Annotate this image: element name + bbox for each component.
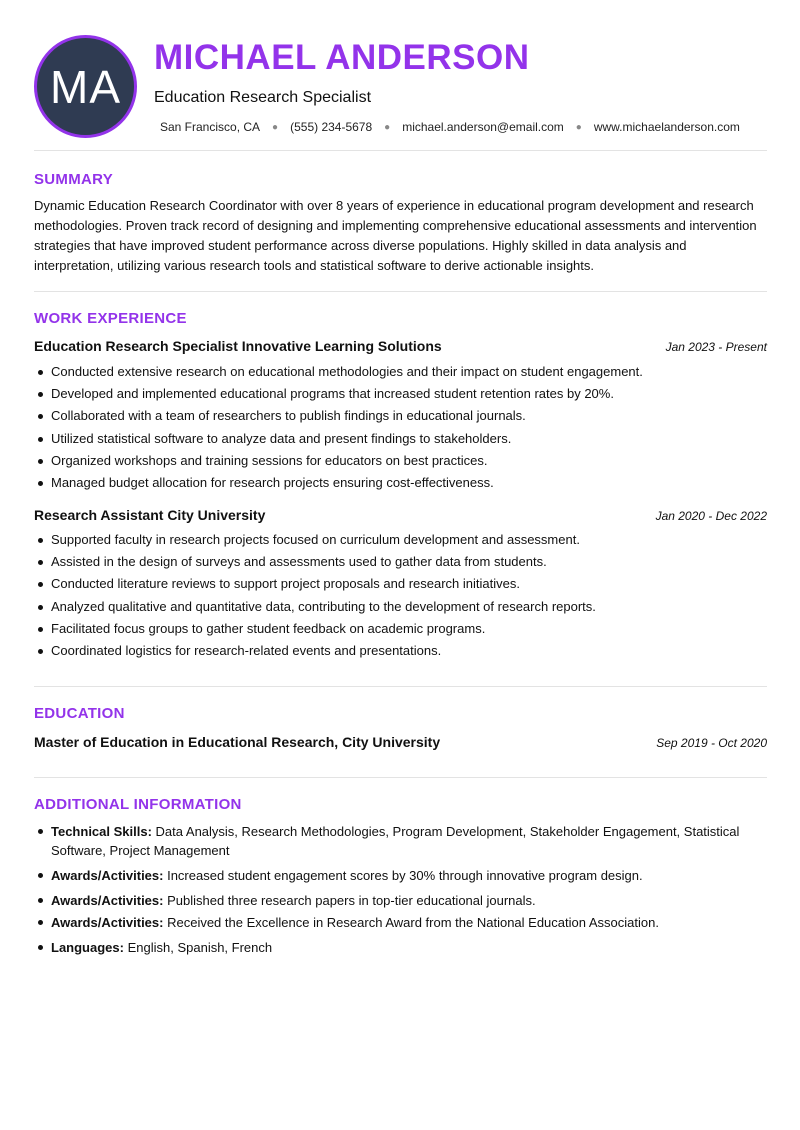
- education-heading: EDUCATION: [34, 705, 125, 722]
- job-dates: Jan 2023 - Present: [665, 340, 767, 354]
- list-item: Assisted in the design of surveys and assessments used to gather data from students.: [34, 551, 767, 573]
- divider: [34, 150, 767, 151]
- contact-email[interactable]: michael.anderson@email.com: [402, 120, 564, 134]
- list-item: Supported faculty in research projects focused on curriculum development and assessment.: [34, 529, 767, 551]
- list-item: Coordinated logistics for research-related events and presentations.: [34, 640, 767, 662]
- job-title: Research Assistant City University: [34, 507, 266, 523]
- item-text: English, Spanish, French: [127, 940, 273, 955]
- item-text: Published three research papers in top-tier educational journals.: [167, 893, 536, 908]
- item-label: Awards/Activities:: [51, 915, 164, 930]
- item-label: Awards/Activities:: [51, 868, 164, 883]
- education-entry: [34, 734, 767, 750]
- job-dates: Jan 2020 - Dec 2022: [655, 509, 767, 523]
- separator-dot: ●: [384, 121, 391, 133]
- job-bullets: [34, 361, 767, 494]
- list-item: Analyzed qualitative and quantitative data, contributing to the development of research reports.: [34, 596, 767, 618]
- divider: [34, 291, 767, 292]
- list-item: [34, 913, 767, 932]
- candidate-name: MICHAEL ANDERSON: [154, 38, 530, 77]
- list-item: Utilized statistical software to analyze data and present findings to stakeholders.: [34, 428, 767, 450]
- job-bullets: [34, 529, 767, 662]
- experience-heading: WORK EXPERIENCE: [34, 310, 187, 327]
- contact-bar: [160, 120, 740, 134]
- item-text: Data Analysis, Research Methodologies, Program Development, Stakeholder Engagement, Statistical Software, Project Management: [51, 824, 740, 858]
- contact-website[interactable]: www.michaelanderson.com: [593, 120, 740, 134]
- list-item: Managed budget allocation for research projects ensuring cost-effectiveness.: [34, 472, 767, 494]
- avatar-initials: MA: [50, 60, 121, 113]
- job-title: Education Research Specialist Innovative Learning Solutions: [34, 338, 442, 354]
- summary-text: Dynamic Education Research Coordinator with over 8 years of experience in educational program development and research methodologies. Proven track record of designing and implementing comprehensive educational assessments and intervention strategies that have improved student performance across diverse populations. Highly skilled in data analysis and interpretation, utilizing various research tools and statistical software to derive actionable insights.: [34, 198, 757, 273]
- list-item: Conducted literature reviews to support project proposals and research initiatives.: [34, 573, 767, 595]
- additional-heading: ADDITIONAL INFORMATION: [34, 796, 242, 813]
- summary-heading: SUMMARY: [34, 171, 114, 188]
- job-header: [34, 507, 767, 523]
- list-item: Organized workshops and training sessions for educators on best practices.: [34, 450, 767, 472]
- item-text: Received the Excellence in Research Award from the National Education Association.: [167, 915, 659, 930]
- divider: [34, 686, 767, 687]
- avatar: [34, 35, 137, 138]
- item-text: Increased student engagement scores by 30% through innovative program design.: [167, 868, 643, 883]
- list-item: [34, 866, 767, 885]
- candidate-title: Education Research Specialist: [154, 89, 372, 106]
- item-label: Languages:: [51, 940, 124, 955]
- contact-phone: (555) 234-5678: [290, 120, 373, 134]
- additional-list: [34, 822, 767, 963]
- list-item: Conducted extensive research on educational methodologies and their impact on student engagement.: [34, 361, 767, 383]
- divider: [34, 777, 767, 778]
- list-item: [34, 891, 767, 910]
- list-item: Facilitated focus groups to gather student feedback on academic programs.: [34, 618, 767, 640]
- contact-location: San Francisco, CA: [160, 120, 261, 134]
- job-header: [34, 338, 767, 354]
- separator-dot: ●: [575, 121, 582, 133]
- item-label: Awards/Activities:: [51, 893, 164, 908]
- degree: Master of Education in Educational Research, City University: [34, 734, 441, 750]
- education-dates: Sep 2019 - Oct 2020: [656, 736, 767, 750]
- list-item: [34, 938, 767, 957]
- item-label: Technical Skills:: [51, 824, 152, 839]
- list-item: [34, 822, 767, 860]
- separator-dot: ●: [272, 121, 279, 133]
- list-item: Collaborated with a team of researchers to publish findings in educational journals.: [34, 405, 767, 427]
- list-item: Developed and implemented educational programs that increased student retention rates by 20%.: [34, 383, 767, 405]
